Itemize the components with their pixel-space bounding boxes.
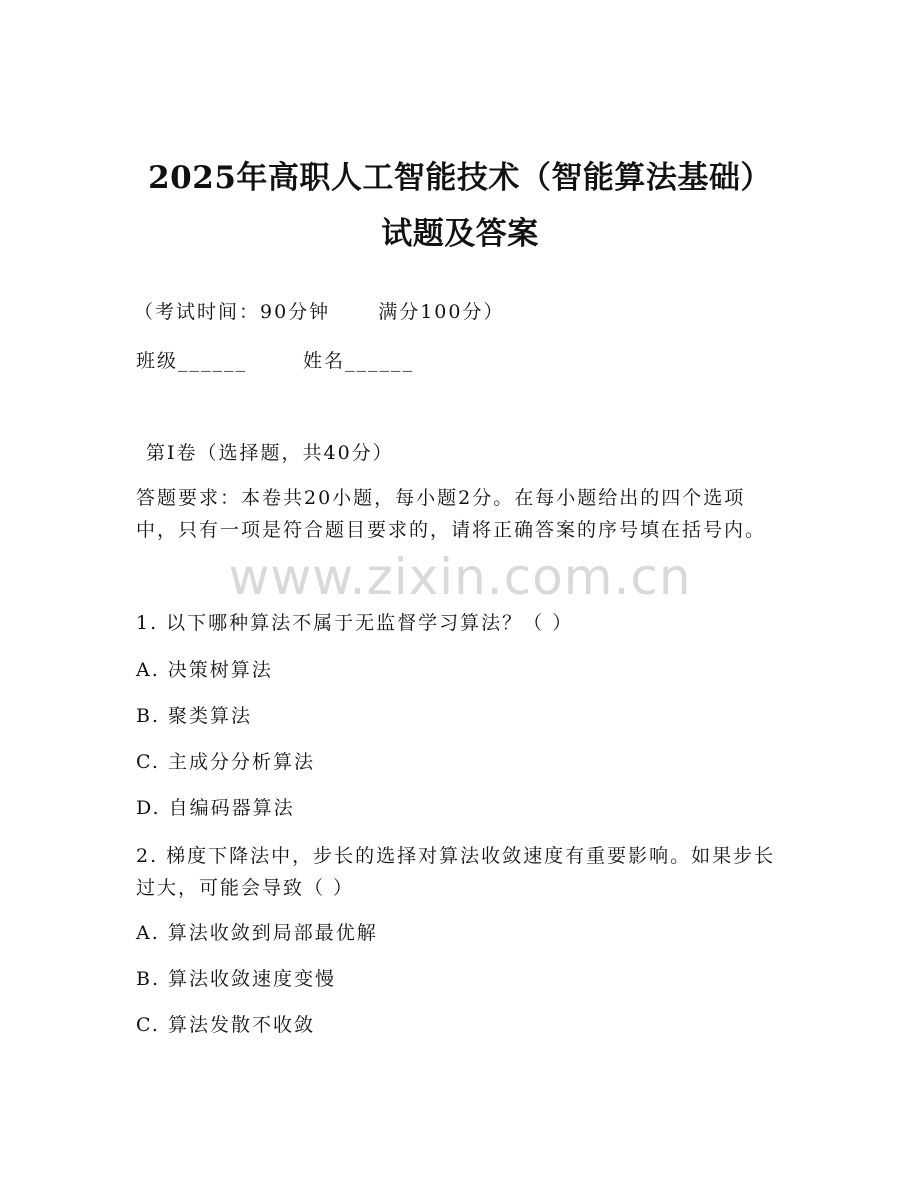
student-fields bbox=[136, 347, 414, 375]
question-2-stem: 2. 梯度下降法中，步长的选择对算法收敛速度有重要影响。如果步长过大，可能会导致（ ） bbox=[136, 845, 776, 899]
title-line-2: 试题及答案 bbox=[381, 216, 539, 252]
question-1-option-b: B. 聚类算法 bbox=[136, 705, 253, 727]
question-1-stem: 1. 以下哪种算法不属于无监督学习算法？（ ） bbox=[136, 612, 574, 634]
question-2-option-a: A. 算法收敛到局部最优解 bbox=[136, 922, 378, 944]
exam-time: （考试时间：90分钟 bbox=[134, 301, 331, 323]
question-2-option-b: B. 算法收敛速度变慢 bbox=[136, 968, 337, 990]
title-line-1: 2025年高职人工智能技术（智能算法基础） bbox=[148, 160, 772, 196]
name-field: 姓名______ bbox=[303, 350, 415, 372]
question-1-option-d: D. 自编码器算法 bbox=[136, 797, 295, 819]
document-title bbox=[0, 150, 920, 262]
exam-info bbox=[134, 298, 504, 326]
instructions: 答题要求：本卷共20小题，每小题2分。在每小题给出的四个选项中，只有一项是符合题目要求的，请将正确答案的序号填在括号内。 bbox=[136, 487, 767, 541]
section-title: 第I卷（选择题，共40分） bbox=[146, 442, 394, 464]
watermark: www.zixin.com.cn bbox=[228, 548, 692, 606]
class-field: 班级______ bbox=[136, 350, 248, 372]
question-1-option-a: A. 决策树算法 bbox=[136, 659, 273, 681]
question-2-option-c: C. 算法发散不收敛 bbox=[136, 1014, 315, 1036]
exam-score: 满分100分） bbox=[378, 301, 505, 323]
question-1-option-c: C. 主成分分析算法 bbox=[136, 751, 315, 773]
